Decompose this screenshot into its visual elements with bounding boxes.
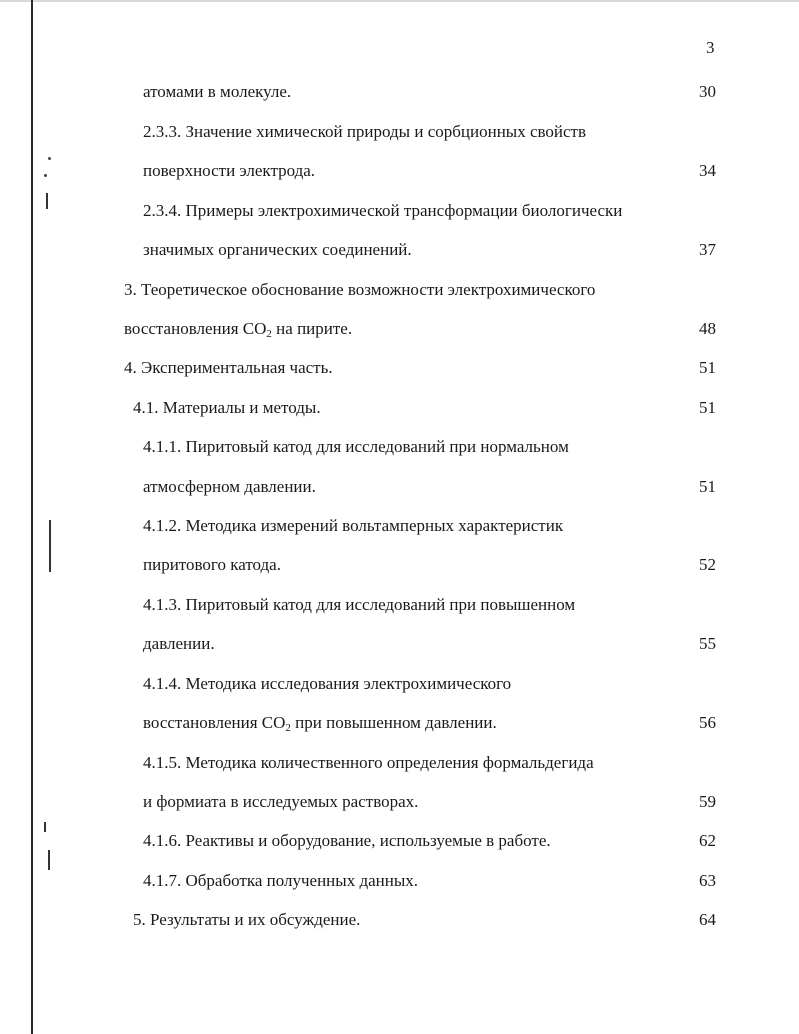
toc-entry-page: 51 [699,358,716,377]
toc-entry-text: 5. Результаты и их обсуждение. [133,910,361,929]
toc-entry-text: 4.1.2. Методика измерений вольтамперных характеристик [143,516,564,535]
toc-entry-page: 52 [699,555,716,574]
toc-entry-text: 4.1.5. Методика количественного определения формальдегида [143,753,594,772]
toc-entry-page: 48 [699,319,716,338]
left-binding-edge [31,0,33,1034]
toc-entry-text: поверхности электрода. [143,161,316,180]
page-number: 3 [706,38,715,57]
toc-entry-text: 4.1. Материалы и методы. [133,398,321,417]
toc-entry-text: 4.1.7. Обработка полученных данных. [143,871,419,890]
toc-entry-page: 51 [699,398,716,417]
toc-entry-page: 63 [699,871,716,890]
toc-entry-text: давлении. [143,634,215,653]
toc-entry-page: 37 [699,240,716,259]
toc-entry-page: 30 [699,82,716,101]
toc-entry-page: 55 [699,634,716,653]
toc-entry-text: атмосферном давлении. [143,477,316,496]
toc-entry-page: 34 [699,161,716,180]
toc-entry-text: 4.1.4. Методика исследования электрохимического [143,674,512,693]
toc-entry-page: 64 [699,910,716,929]
toc-entry-text: 4.1.3. Пиритовый катод для исследований при повышенном [143,595,576,614]
scan-mark [44,822,46,832]
toc-entry-page: 59 [699,792,716,811]
toc-entry-text: восстановления $CO_2$ на пирите. [124,319,353,340]
toc-entry-text: атомами в молекуле. [143,82,292,101]
toc-entry-page: 51 [699,477,716,496]
toc-entry-text: 2.3.4. Примеры электрохимической трансформации биологически [143,201,623,220]
toc-entry-page: 56 [699,713,716,732]
toc-entry-text: значимых органических соединений. [143,240,412,259]
toc-entry-text: восстановления $CO_2$ при повышенном давлении. [143,713,497,734]
toc-entry-text: 2.3.3. Значение химической природы и сорбционных свойств [143,122,587,141]
scan-speck [48,157,51,160]
toc-entry-page: 62 [699,831,716,850]
toc-entry-text: пиритового катода. [143,555,281,574]
toc-entry-text: 4.1.1. Пиритовый катод для исследований при нормальном [143,437,569,456]
toc-entry-text: 4. Экспериментальная часть. [124,358,333,377]
scan-mark [48,850,50,870]
toc-entry-text: 3. Теоретическое обоснование возможности электрохимического [124,280,596,299]
toc-entry-text: и формиата в исследуемых растворах. [143,792,419,811]
toc-entry-text: 4.1.6. Реактивы и оборудование, используемые в работе. [143,831,551,850]
scan-mark [46,193,48,209]
scan-mark [49,520,51,572]
scan-speck [44,174,47,177]
top-scan-edge [0,0,799,2]
